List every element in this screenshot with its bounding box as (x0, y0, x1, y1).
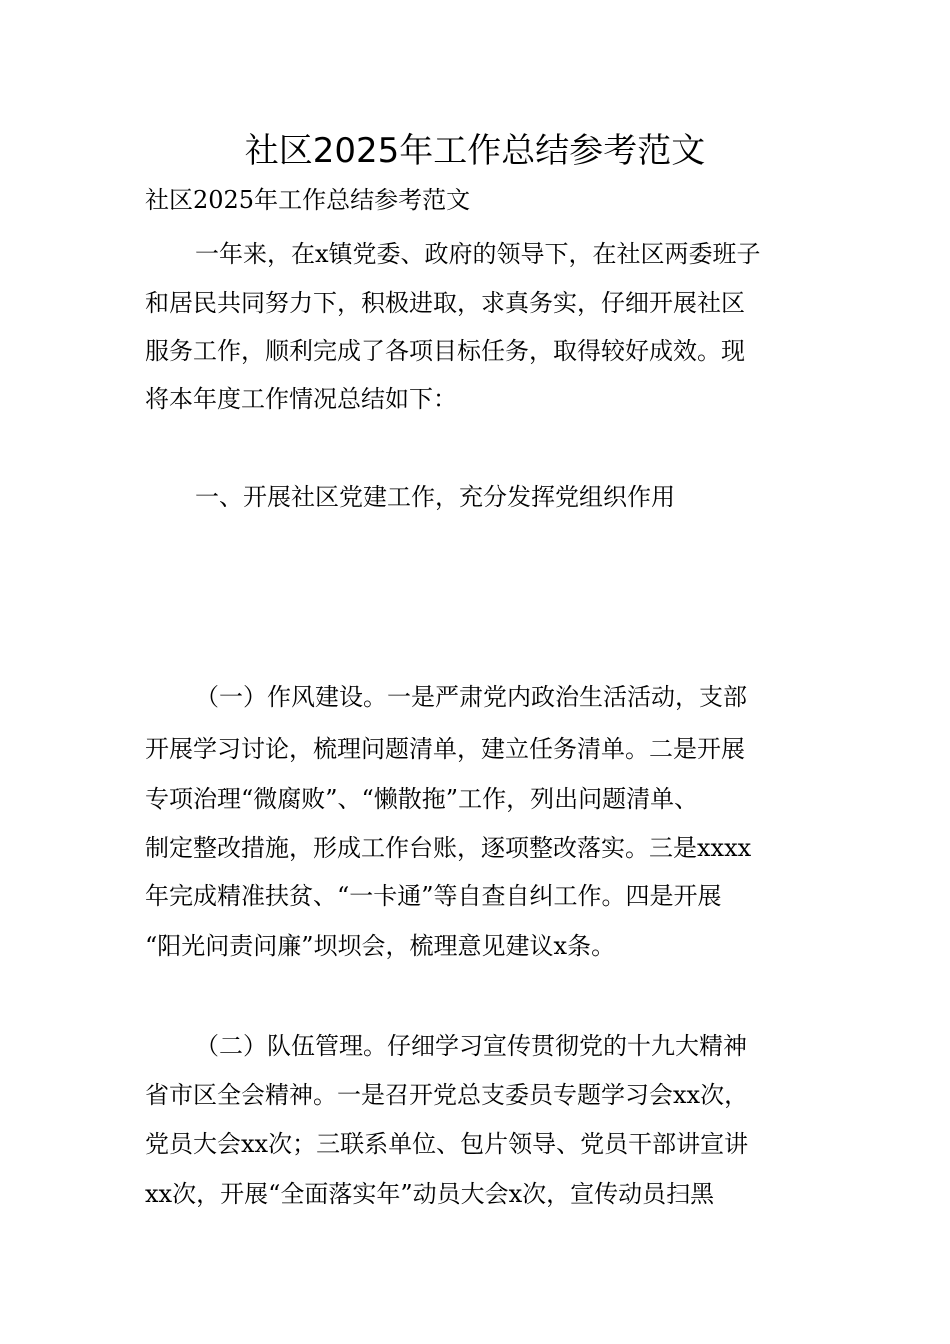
paragraph-line: 专项治理“微腐败”、“懒散拖”工作，列出问题清单、 (145, 785, 699, 813)
intro-line: 将本年度工作情况总结如下： (145, 385, 457, 413)
section-heading: 一、开展社区党建工作，充分发挥党组织作用 (195, 483, 675, 511)
paragraph-line: “阳光问责问廉”坝坝会，梳理意见建议x条。 (145, 932, 616, 960)
paragraph-line: 开展学习讨论，梳理问题清单，建立任务清单。二是开展 (145, 735, 745, 763)
paragraph-line: 党员大会xx次；三联系单位、包片领导、党员干部讲宣讲 (145, 1130, 749, 1158)
intro-line: 服务工作，顺利完成了各项目标任务，取得较好成效。现 (145, 337, 745, 365)
intro-line: 一年来，在x镇党委、政府的领导下，在社区两委班子 (195, 240, 761, 268)
document-subtitle: 社区2025年工作总结参考范文 (145, 186, 471, 214)
paragraph-line: 制定整改措施，形成工作台账，逐项整改落实。三是xxxx (145, 834, 752, 862)
paragraph-line: （一）作风建设。一是严肃党内政治生活活动，支部 (195, 683, 747, 711)
paragraph-line: 省市区全会精神。一是召开党总支委员专题学习会xx次， (145, 1081, 749, 1109)
paragraph-line: （二）队伍管理。仔细学习宣传贯彻党的十九大精神 (195, 1032, 747, 1060)
paragraph-line: xx次，开展“全面落实年”动员大会x次，宣传动员扫黑 (145, 1180, 715, 1208)
document-title: 社区2025年工作总结参考范文 (244, 131, 706, 171)
paragraph-line: 年完成精准扶贫、“一卡通”等自查自纠工作。四是开展 (145, 882, 722, 910)
intro-line: 和居民共同努力下，积极进取，求真务实，仔细开展社区 (145, 289, 745, 317)
